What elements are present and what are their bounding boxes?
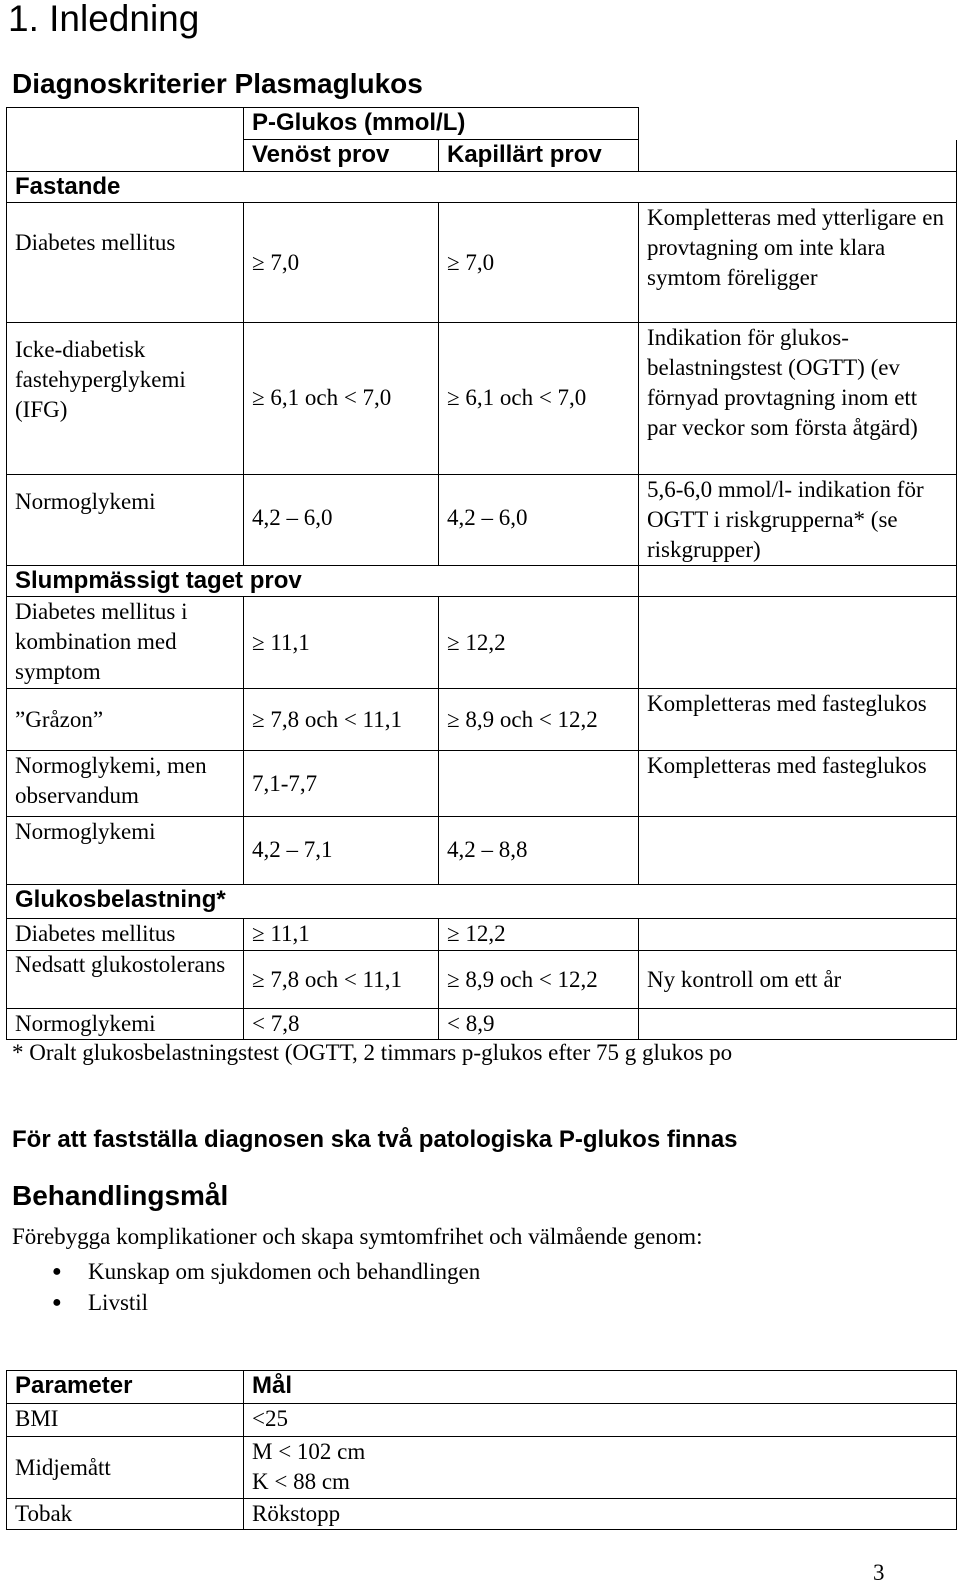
table-row	[7, 475, 957, 566]
capillary-value: 4,2 – 8,8	[439, 817, 639, 885]
row-note	[639, 597, 957, 689]
table-row	[7, 1009, 957, 1040]
capillary-value: 4,2 – 6,0	[439, 475, 639, 566]
venous-value: ≥ 7,0	[244, 203, 439, 323]
capillary-value: ≥ 12,2	[439, 919, 639, 951]
header-empty-cell	[639, 140, 957, 172]
row-note: Kompletteras med fasteglukos	[639, 751, 957, 817]
parameter-cell: BMI	[7, 1404, 244, 1437]
table-row	[7, 203, 957, 323]
row-label: Icke-diabetisk fastehyperglykemi (IFG)	[7, 323, 244, 475]
venous-value: 7,1-7,7	[244, 751, 439, 817]
table-row	[7, 323, 957, 475]
table-row	[7, 817, 957, 885]
row-note: 5,6-6,0 mmol/l- indikation för OGTT i riskgrupperna* (se riskgrupper)	[639, 475, 957, 566]
venous-value: 4,2 – 6,0	[244, 475, 439, 566]
empty-cell	[639, 885, 957, 919]
venous-value: ≥ 11,1	[244, 597, 439, 689]
row-note: Indikation för glukos-belastningstest (OGTT) (ev förnyad provtagning inom ett par veckor som första åtgärd)	[639, 323, 957, 475]
column-header-capillary: Kapillärt prov	[439, 140, 639, 172]
goal-cell: M < 102 cm K < 88 cm	[244, 1437, 957, 1499]
row-label: Normoglykemi	[7, 817, 244, 885]
row-note	[639, 1009, 957, 1040]
venous-value: ≥ 7,8 och < 11,1	[244, 689, 439, 751]
goal-cell: Rökstopp	[244, 1499, 957, 1530]
header-empty-cell	[639, 108, 957, 140]
table-row	[7, 1404, 957, 1437]
section-label-random: Slumpmässigt taget prov	[7, 566, 639, 597]
row-label: Normoglykemi	[7, 1009, 244, 1040]
venous-value: ≥ 11,1	[244, 919, 439, 951]
treatment-goals-table	[6, 1370, 957, 1530]
page-heading: 1. Inledning	[8, 0, 200, 39]
header-empty-cell	[7, 108, 244, 140]
goal-cell: <25	[244, 1404, 957, 1437]
row-label: Normoglykemi	[7, 475, 244, 566]
column-header-venous: Venöst prov	[244, 140, 439, 172]
page-number: 3	[873, 1560, 885, 1585]
table-row	[7, 919, 957, 951]
column-header-parameter: Parameter	[7, 1371, 244, 1404]
capillary-value	[439, 751, 639, 817]
table-row	[7, 751, 957, 817]
row-label: ”Gråzon”	[7, 689, 244, 751]
capillary-value: ≥ 8,9 och < 12,2	[439, 951, 639, 1009]
row-label: Diabetes mellitus	[7, 203, 244, 323]
parameter-cell: Tobak	[7, 1499, 244, 1530]
unit-header: P-Glukos (mmol/L)	[244, 108, 639, 140]
empty-cell	[639, 566, 957, 597]
row-note	[639, 919, 957, 951]
row-note: Kompletteras med ytterligare en provtagning om inte klara symtom föreligger	[639, 203, 957, 323]
row-label: Nedsatt glukostolerans	[7, 951, 244, 1009]
row-label: Normoglykemi, men observandum	[7, 751, 244, 817]
capillary-value: ≥ 6,1 och < 7,0	[439, 323, 639, 475]
row-label: Diabetes mellitus i kombination med symptom	[7, 597, 244, 689]
footnote: * Oralt glukosbelastningstest (OGTT, 2 timmars p-glukos efter 75 g glukos po	[12, 1040, 733, 1065]
section-label-glucose-load: Glukosbelastning*	[7, 885, 639, 919]
list-item: ● Livstil	[52, 1287, 480, 1318]
list-item: ● Kunskap om sjukdomen och behandlingen	[52, 1256, 480, 1287]
row-note: Ny kontroll om ett år	[639, 951, 957, 1009]
venous-value: ≥ 6,1 och < 7,0	[244, 323, 439, 475]
venous-value: < 7,8	[244, 1009, 439, 1040]
venous-value: 4,2 – 7,1	[244, 817, 439, 885]
treatment-intro: Förebygga komplikationer och skapa symtomfrihet och välmående genom:	[12, 1224, 703, 1249]
section-label-fasting: Fastande	[7, 172, 957, 203]
capillary-value: ≥ 8,9 och < 12,2	[439, 689, 639, 751]
capillary-value: ≥ 12,2	[439, 597, 639, 689]
capillary-value: ≥ 7,0	[439, 203, 639, 323]
table-row	[7, 1499, 957, 1530]
row-note: Kompletteras med fasteglukos	[639, 689, 957, 751]
section-title-diagnostic-criteria: Diagnoskriterier Plasmaglukos	[12, 68, 423, 99]
row-label: Diabetes mellitus	[7, 919, 244, 951]
header-empty-cell	[7, 140, 244, 172]
table-row	[7, 597, 957, 689]
treatment-bullet-list	[52, 1256, 480, 1318]
table-row	[7, 951, 957, 1009]
diagnosis-conclusion: För att fastställa diagnosen ska två patologiska P-glukos finnas	[12, 1126, 738, 1153]
parameter-cell: Midjemått	[7, 1437, 244, 1499]
table-row	[7, 1437, 957, 1499]
row-note	[639, 817, 957, 885]
diagnostic-criteria-table	[6, 107, 957, 1040]
column-header-goal: Mål	[244, 1371, 957, 1404]
table-row	[7, 689, 957, 751]
venous-value: ≥ 7,8 och < 11,1	[244, 951, 439, 1009]
section-title-treatment-goals: Behandlingsmål	[12, 1180, 229, 1211]
capillary-value: < 8,9	[439, 1009, 639, 1040]
